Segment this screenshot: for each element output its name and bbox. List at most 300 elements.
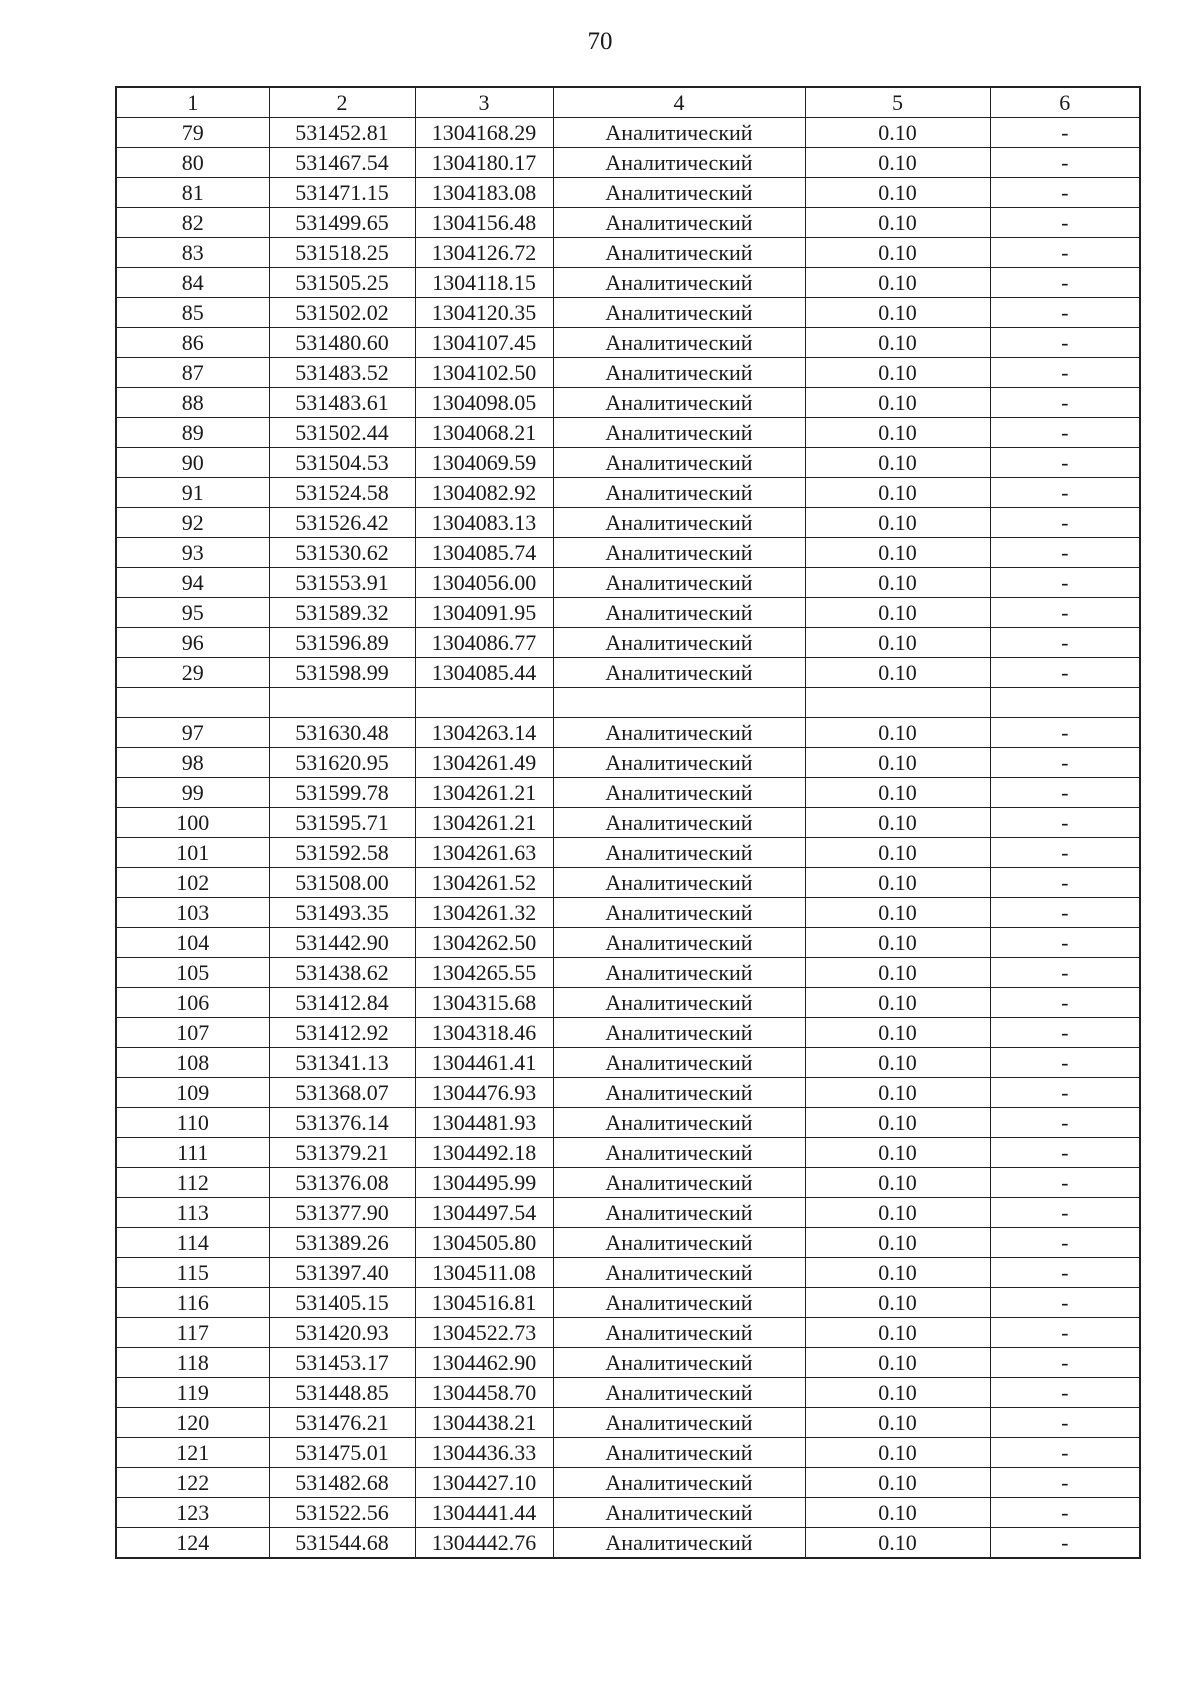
table-cell-col-6: -	[990, 628, 1140, 658]
table-cell-col-3: 1304442.76	[415, 1528, 553, 1559]
table-cell-col-2: 531376.08	[269, 1168, 415, 1198]
table-row	[116, 868, 1140, 898]
table-cell-col-1: 111	[116, 1138, 269, 1168]
table-cell-col-1: 98	[116, 748, 269, 778]
table-cell-col-4: Аналитический	[553, 418, 805, 448]
table-cell-col-2: 531530.62	[269, 538, 415, 568]
table-cell-col-6: -	[990, 1378, 1140, 1408]
table-cell-col-6: -	[990, 598, 1140, 628]
table-cell-col-1: 92	[116, 508, 269, 538]
table-cell-col-2: 531508.00	[269, 868, 415, 898]
table-cell-col-3: 1304481.93	[415, 1108, 553, 1138]
table-cell-col-2: 531483.52	[269, 358, 415, 388]
table-cell-col-1: 80	[116, 148, 269, 178]
table-cell-col-5: 0.10	[805, 418, 990, 448]
table-cell-col-3: 1304495.99	[415, 1168, 553, 1198]
table-row	[116, 748, 1140, 778]
table-cell-col-6: -	[990, 778, 1140, 808]
table-cell-col-3: 1304102.50	[415, 358, 553, 388]
table-cell-col-6: -	[990, 538, 1140, 568]
table-cell-col-5: 0.10	[805, 508, 990, 538]
table-cell-col-4: Аналитический	[553, 538, 805, 568]
table-cell-col-2: 531412.92	[269, 1018, 415, 1048]
table-cell-col-6: -	[990, 208, 1140, 238]
table-row	[116, 1108, 1140, 1138]
table-cell-col-2: 531499.65	[269, 208, 415, 238]
table-cell-col-1: 93	[116, 538, 269, 568]
table-row	[116, 1138, 1140, 1168]
table-row	[116, 1018, 1140, 1048]
table-cell-col-6: -	[990, 958, 1140, 988]
table-cell-col-4: Аналитический	[553, 298, 805, 328]
table-cell-col-3: 1304461.41	[415, 1048, 553, 1078]
table-cell-col-6: -	[990, 328, 1140, 358]
table-cell-col-3: 1304098.05	[415, 388, 553, 418]
table-cell-col-6: -	[990, 478, 1140, 508]
table-cell-col-3: 1304315.68	[415, 988, 553, 1018]
table-cell-col-4: Аналитический	[553, 268, 805, 298]
table-cell-col-2: 531412.84	[269, 988, 415, 1018]
column-header-2: 2	[269, 87, 415, 118]
table-row	[116, 628, 1140, 658]
table-cell-col-6: -	[990, 388, 1140, 418]
table-cell-col-5: 0.10	[805, 1318, 990, 1348]
table-cell-col-5: 0.10	[805, 328, 990, 358]
table-cell-col-6: -	[990, 748, 1140, 778]
table-cell-col-6: -	[990, 868, 1140, 898]
table-cell-col-1: 89	[116, 418, 269, 448]
table-cell-col-3: 1304476.93	[415, 1078, 553, 1108]
table-cell-col-4: Аналитический	[553, 808, 805, 838]
table-row	[116, 238, 1140, 268]
table-cell-col-5: 0.10	[805, 838, 990, 868]
table-cell-col-2: 531442.90	[269, 928, 415, 958]
table-row	[116, 598, 1140, 628]
table-cell-col-6: -	[990, 358, 1140, 388]
table-row	[116, 1498, 1140, 1528]
table-cell-col-5: 0.10	[805, 478, 990, 508]
table-cell-col-5: 0.10	[805, 898, 990, 928]
table-cell-col-5: 0.10	[805, 1168, 990, 1198]
table-cell-col-3: 1304261.49	[415, 748, 553, 778]
table-cell-col-1: 94	[116, 568, 269, 598]
table-cell-col-2: 531505.25	[269, 268, 415, 298]
table-cell-col-6: -	[990, 1528, 1140, 1559]
table-cell-col-2: 531524.58	[269, 478, 415, 508]
table-cell-col-2: 531544.68	[269, 1528, 415, 1559]
table-cell-col-6: -	[990, 1138, 1140, 1168]
table-row	[116, 478, 1140, 508]
table-cell-col-5: 0.10	[805, 208, 990, 238]
table-cell-col-6: -	[990, 1078, 1140, 1108]
table-row	[116, 328, 1140, 358]
table-cell-col-2	[269, 688, 415, 718]
table-cell-col-4: Аналитический	[553, 898, 805, 928]
table-cell-col-3: 1304168.29	[415, 118, 553, 148]
table-cell-col-2: 531448.85	[269, 1378, 415, 1408]
table-cell-col-1: 104	[116, 928, 269, 958]
table-cell-col-2: 531475.01	[269, 1438, 415, 1468]
table-cell-col-6: -	[990, 1018, 1140, 1048]
table-cell-col-3: 1304492.18	[415, 1138, 553, 1168]
table-cell-col-2: 531592.58	[269, 838, 415, 868]
table-cell-col-6: -	[990, 1198, 1140, 1228]
table-cell-col-6: -	[990, 508, 1140, 538]
table-cell-col-5: 0.10	[805, 1408, 990, 1438]
table-cell-col-3: 1304497.54	[415, 1198, 553, 1228]
page-number: 70	[587, 28, 613, 55]
column-header-1: 1	[116, 87, 269, 118]
table-cell-col-4: Аналитический	[553, 598, 805, 628]
table-cell-col-4: Аналитический	[553, 958, 805, 988]
table-cell-col-1: 120	[116, 1408, 269, 1438]
table-cell-col-2: 531504.53	[269, 448, 415, 478]
table-cell-col-2: 531389.26	[269, 1228, 415, 1258]
table-cell-col-2: 531438.62	[269, 958, 415, 988]
table-cell-col-4: Аналитический	[553, 508, 805, 538]
table-cell-col-2: 531397.40	[269, 1258, 415, 1288]
table-cell-col-5: 0.10	[805, 598, 990, 628]
table-cell-col-1: 87	[116, 358, 269, 388]
table-cell-col-2: 531341.13	[269, 1048, 415, 1078]
table-cell-col-3: 1304085.44	[415, 658, 553, 688]
table-cell-col-3: 1304261.63	[415, 838, 553, 868]
table-cell-col-5: 0.10	[805, 778, 990, 808]
table-row	[116, 418, 1140, 448]
table-row	[116, 208, 1140, 238]
table-row	[116, 658, 1140, 688]
table-cell-col-5: 0.10	[805, 1078, 990, 1108]
table-row	[116, 718, 1140, 748]
table-cell-col-4: Аналитический	[553, 988, 805, 1018]
table-cell-col-2: 531368.07	[269, 1078, 415, 1108]
table-cell-col-6: -	[990, 178, 1140, 208]
table-cell-col-4: Аналитический	[553, 628, 805, 658]
table-cell-col-2: 531595.71	[269, 808, 415, 838]
table-cell-col-4: Аналитический	[553, 568, 805, 598]
table-cell-col-5: 0.10	[805, 718, 990, 748]
table-cell-col-5: 0.10	[805, 1198, 990, 1228]
table-cell-col-6: -	[990, 298, 1140, 328]
table-row	[116, 898, 1140, 928]
table-cell-col-3: 1304263.14	[415, 718, 553, 748]
table-cell-col-6: -	[990, 1258, 1140, 1288]
table-row	[116, 1408, 1140, 1438]
table-cell-col-4: Аналитический	[553, 1468, 805, 1498]
table-row	[116, 568, 1140, 598]
table-cell-col-1: 97	[116, 718, 269, 748]
table-cell-col-3: 1304462.90	[415, 1348, 553, 1378]
table-cell-col-6: -	[990, 1438, 1140, 1468]
table-cell-col-2: 531502.44	[269, 418, 415, 448]
table-cell-col-3: 1304436.33	[415, 1438, 553, 1468]
table-cell-col-2: 531493.35	[269, 898, 415, 928]
table-cell-col-4: Аналитический	[553, 1498, 805, 1528]
table-cell-col-1: 81	[116, 178, 269, 208]
table-cell-col-3: 1304505.80	[415, 1228, 553, 1258]
table-cell-col-6: -	[990, 838, 1140, 868]
table-row	[116, 1288, 1140, 1318]
table-cell-col-6: -	[990, 1108, 1140, 1138]
table-cell-col-3: 1304126.72	[415, 238, 553, 268]
table-cell-col-1: 122	[116, 1468, 269, 1498]
table-cell-col-1: 108	[116, 1048, 269, 1078]
table-cell-col-2: 531589.32	[269, 598, 415, 628]
table-cell-col-1: 121	[116, 1438, 269, 1468]
table-cell-col-4	[553, 688, 805, 718]
column-header-6: 6	[990, 87, 1140, 118]
table-cell-col-3: 1304156.48	[415, 208, 553, 238]
table-row	[116, 538, 1140, 568]
table-cell-col-5	[805, 688, 990, 718]
table-cell-col-1: 85	[116, 298, 269, 328]
table-cell-col-2: 531480.60	[269, 328, 415, 358]
table-row	[116, 778, 1140, 808]
table-cell-col-6: -	[990, 1318, 1140, 1348]
table-cell-col-5: 0.10	[805, 268, 990, 298]
table-cell-col-1: 101	[116, 838, 269, 868]
table-cell-col-4: Аналитический	[553, 718, 805, 748]
table-row	[116, 1198, 1140, 1228]
table-cell-col-3: 1304522.73	[415, 1318, 553, 1348]
table-cell-col-3: 1304056.00	[415, 568, 553, 598]
table-cell-col-1: 79	[116, 118, 269, 148]
table-cell-col-2: 531420.93	[269, 1318, 415, 1348]
table-cell-col-6: -	[990, 898, 1140, 928]
table-row	[116, 1468, 1140, 1498]
table-cell-col-3: 1304511.08	[415, 1258, 553, 1288]
table-cell-col-2: 531467.54	[269, 148, 415, 178]
table-row	[116, 148, 1140, 178]
table-cell-col-2: 531405.15	[269, 1288, 415, 1318]
table-cell-col-3: 1304082.92	[415, 478, 553, 508]
table-cell-col-4: Аналитический	[553, 658, 805, 688]
table-cell-col-4: Аналитический	[553, 928, 805, 958]
table-cell-col-2: 531596.89	[269, 628, 415, 658]
table-cell-col-5: 0.10	[805, 748, 990, 778]
table-row	[116, 1258, 1140, 1288]
table-row	[116, 988, 1140, 1018]
table-cell-col-1: 112	[116, 1168, 269, 1198]
table-row	[116, 1438, 1140, 1468]
table-cell-col-3: 1304438.21	[415, 1408, 553, 1438]
header-row	[116, 87, 1140, 118]
table-cell-col-2: 531471.15	[269, 178, 415, 208]
table-cell-col-4: Аналитический	[553, 328, 805, 358]
table-cell-col-5: 0.10	[805, 1108, 990, 1138]
table-cell-col-3: 1304318.46	[415, 1018, 553, 1048]
table-cell-col-6: -	[990, 718, 1140, 748]
table-cell-col-1: 83	[116, 238, 269, 268]
table-cell-col-1: 123	[116, 1498, 269, 1528]
table-cell-col-4: Аналитический	[553, 238, 805, 268]
table-row	[116, 808, 1140, 838]
table-cell-col-1: 100	[116, 808, 269, 838]
table-row	[116, 1168, 1140, 1198]
table-row	[116, 298, 1140, 328]
table-cell-col-4: Аналитический	[553, 148, 805, 178]
table-cell-col-3: 1304261.21	[415, 808, 553, 838]
column-header-4: 4	[553, 87, 805, 118]
table-cell-col-1: 124	[116, 1528, 269, 1559]
table-cell-col-5: 0.10	[805, 1348, 990, 1378]
table-cell-col-2: 531502.02	[269, 298, 415, 328]
table-cell-col-5: 0.10	[805, 988, 990, 1018]
table-cell-col-5: 0.10	[805, 1018, 990, 1048]
table-cell-col-2: 531620.95	[269, 748, 415, 778]
table-row	[116, 388, 1140, 418]
table-cell-col-2: 531379.21	[269, 1138, 415, 1168]
table-cell-col-3	[415, 688, 553, 718]
table-cell-col-5: 0.10	[805, 358, 990, 388]
table-cell-col-5: 0.10	[805, 388, 990, 418]
table-cell-col-3: 1304118.15	[415, 268, 553, 298]
table-row	[116, 1078, 1140, 1108]
table-cell-col-3: 1304516.81	[415, 1288, 553, 1318]
table-cell-col-5: 0.10	[805, 538, 990, 568]
table-cell-col-3: 1304085.74	[415, 538, 553, 568]
table-cell-col-4: Аналитический	[553, 388, 805, 418]
table-cell-col-3: 1304458.70	[415, 1378, 553, 1408]
table-row	[116, 448, 1140, 478]
column-header-5: 5	[805, 87, 990, 118]
table-cell-col-2: 531553.91	[269, 568, 415, 598]
table-cell-col-5: 0.10	[805, 1048, 990, 1078]
table-cell-col-4: Аналитический	[553, 868, 805, 898]
table-cell-col-5: 0.10	[805, 1528, 990, 1559]
table-cell-col-5: 0.10	[805, 1438, 990, 1468]
table-cell-col-6: -	[990, 1498, 1140, 1528]
table-cell-col-4: Аналитический	[553, 1078, 805, 1108]
table-cell-col-2: 531453.17	[269, 1348, 415, 1378]
table-row	[116, 838, 1140, 868]
table-cell-col-4: Аналитический	[553, 1408, 805, 1438]
table-cell-col-2: 531526.42	[269, 508, 415, 538]
table-cell-col-3: 1304107.45	[415, 328, 553, 358]
table-cell-col-1: 82	[116, 208, 269, 238]
table-cell-col-5: 0.10	[805, 1288, 990, 1318]
table-cell-col-1: 107	[116, 1018, 269, 1048]
table-cell-col-2: 531598.99	[269, 658, 415, 688]
table-cell-col-5: 0.10	[805, 658, 990, 688]
table-cell-col-5: 0.10	[805, 1468, 990, 1498]
table-cell-col-3: 1304120.35	[415, 298, 553, 328]
table-cell-col-1	[116, 688, 269, 718]
table-cell-col-6: -	[990, 148, 1140, 178]
table-cell-col-4: Аналитический	[553, 1018, 805, 1048]
table-row	[116, 1528, 1140, 1559]
table-cell-col-1: 103	[116, 898, 269, 928]
table-cell-col-5: 0.10	[805, 1228, 990, 1258]
table-cell-col-3: 1304262.50	[415, 928, 553, 958]
table-cell-col-4: Аналитический	[553, 1438, 805, 1468]
table-cell-col-5: 0.10	[805, 928, 990, 958]
table-cell-col-1: 102	[116, 868, 269, 898]
table-cell-col-3: 1304441.44	[415, 1498, 553, 1528]
table-cell-col-2: 531452.81	[269, 118, 415, 148]
table-cell-col-5: 0.10	[805, 298, 990, 328]
table-cell-col-4: Аналитический	[553, 1348, 805, 1378]
table-cell-col-6: -	[990, 448, 1140, 478]
table-cell-col-1: 115	[116, 1258, 269, 1288]
table-cell-col-5: 0.10	[805, 868, 990, 898]
table-cell-col-6: -	[990, 238, 1140, 268]
table-cell-col-4: Аналитический	[553, 1378, 805, 1408]
table-row	[116, 958, 1140, 988]
table-cell-col-5: 0.10	[805, 238, 990, 268]
table-cell-col-5: 0.10	[805, 808, 990, 838]
table-cell-col-5: 0.10	[805, 568, 990, 598]
table-cell-col-3: 1304091.95	[415, 598, 553, 628]
table-cell-col-1: 84	[116, 268, 269, 298]
table-cell-col-3: 1304086.77	[415, 628, 553, 658]
table-cell-col-2: 531630.48	[269, 718, 415, 748]
table-cell-col-6: -	[990, 988, 1140, 1018]
table-cell-col-5: 0.10	[805, 118, 990, 148]
table-cell-col-6: -	[990, 1288, 1140, 1318]
table-row	[116, 268, 1140, 298]
table-cell-col-3: 1304069.59	[415, 448, 553, 478]
table-cell-col-6: -	[990, 418, 1140, 448]
table-cell-col-4: Аналитический	[553, 1198, 805, 1228]
table-cell-col-4: Аналитический	[553, 1168, 805, 1198]
table-cell-col-1: 114	[116, 1228, 269, 1258]
table-cell-col-1: 117	[116, 1318, 269, 1348]
table-cell-col-1: 86	[116, 328, 269, 358]
table-row	[116, 688, 1140, 718]
table-cell-col-4: Аналитический	[553, 178, 805, 208]
table-cell-col-6: -	[990, 1348, 1140, 1378]
table-cell-col-6: -	[990, 568, 1140, 598]
table-cell-col-5: 0.10	[805, 148, 990, 178]
table-cell-col-1: 96	[116, 628, 269, 658]
table-row	[116, 508, 1140, 538]
table-cell-col-4: Аналитический	[553, 1258, 805, 1288]
column-header-3: 3	[415, 87, 553, 118]
table-cell-col-3: 1304261.32	[415, 898, 553, 928]
table-cell-col-6: -	[990, 928, 1140, 958]
table-cell-col-6	[990, 688, 1140, 718]
table-cell-col-5: 0.10	[805, 628, 990, 658]
table-cell-col-1: 109	[116, 1078, 269, 1108]
table-cell-col-3: 1304183.08	[415, 178, 553, 208]
table-row	[116, 928, 1140, 958]
table-cell-col-5: 0.10	[805, 448, 990, 478]
coordinates-table	[115, 86, 1141, 1559]
table-cell-col-4: Аналитический	[553, 118, 805, 148]
table-row	[116, 358, 1140, 388]
table-cell-col-1: 116	[116, 1288, 269, 1318]
table-cell-col-2: 531476.21	[269, 1408, 415, 1438]
table-cell-col-6: -	[990, 1048, 1140, 1078]
table-cell-col-2: 531522.56	[269, 1498, 415, 1528]
table-row	[116, 1378, 1140, 1408]
table-cell-col-1: 113	[116, 1198, 269, 1228]
table-cell-col-3: 1304068.21	[415, 418, 553, 448]
table-cell-col-6: -	[990, 1168, 1140, 1198]
table-cell-col-3: 1304083.13	[415, 508, 553, 538]
table-cell-col-6: -	[990, 118, 1140, 148]
table-cell-col-2: 531518.25	[269, 238, 415, 268]
table-row	[116, 118, 1140, 148]
table-cell-col-4: Аналитический	[553, 1528, 805, 1559]
table-cell-col-3: 1304180.17	[415, 148, 553, 178]
table-cell-col-4: Аналитический	[553, 1228, 805, 1258]
table-cell-col-6: -	[990, 268, 1140, 298]
table-cell-col-1: 118	[116, 1348, 269, 1378]
table-row	[116, 1318, 1140, 1348]
table-cell-col-5: 0.10	[805, 1258, 990, 1288]
